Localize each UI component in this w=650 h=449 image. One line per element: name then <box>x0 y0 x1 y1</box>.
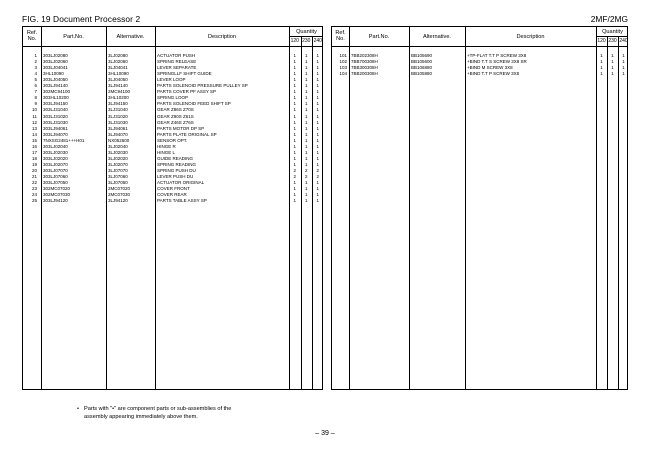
qty-120: 1 <box>293 149 296 155</box>
qty-240: 1 <box>316 53 319 58</box>
qty-120: 2 <box>293 167 296 173</box>
qty-120: 1 <box>293 107 296 113</box>
ref-no-header: Ref. No. <box>335 30 346 42</box>
qty-230: 1 <box>304 83 308 89</box>
part-number: 7NXSG2481+++H01 <box>43 137 85 143</box>
qty-120: 1 <box>293 186 296 192</box>
alternative-number: 2MC07020 <box>108 186 131 192</box>
part-number: 3HL10090 <box>43 71 64 77</box>
part-description: ACTUATOR PUSH <box>157 53 196 58</box>
alternative-number: 3LJ94061 <box>108 125 128 131</box>
qty-230: 1 <box>304 107 308 113</box>
qty-240: 1 <box>316 95 319 101</box>
part-description: SPRING LOOP <box>157 95 189 101</box>
qty-120: 1 <box>293 125 296 131</box>
ref-number: 7 <box>34 89 37 95</box>
part-number: 302MC07020 <box>43 186 71 192</box>
part-no-header: Part.No. <box>63 34 84 40</box>
part-number: 303LJ07060 <box>43 174 68 179</box>
description-header: Description <box>208 34 236 40</box>
qty-230: 1 <box>304 113 308 119</box>
alternative-number: 3HL10090 <box>108 71 129 77</box>
part-number: 303LJ04050 <box>43 77 68 83</box>
alternative-number: 3LJ94140 <box>108 83 128 89</box>
ref-number: 13 <box>31 125 37 131</box>
qty-230: 1 <box>611 59 614 65</box>
part-description: SPRING PUSH DU <box>157 167 196 173</box>
part-description: PARTS SOLENOID PRESSURE PULLEY SP <box>157 83 248 89</box>
qty-240: 1 <box>316 161 319 167</box>
part-number: 303LJ02060 <box>43 59 68 65</box>
qty-240: 1 <box>316 198 319 204</box>
qty-120: 1 <box>293 77 296 83</box>
qty-240: 1 <box>316 59 319 65</box>
alternative-number: BB105880 <box>411 71 433 77</box>
qty-240: 1 <box>316 119 319 125</box>
qty-230: 1 <box>304 71 308 77</box>
part-description: PARTS PLATE ORIGINAL SP <box>157 131 217 137</box>
part-description: PARTS COVER PF ASSY SP <box>157 89 217 95</box>
footnote <box>77 405 304 421</box>
alternative-number: 3LJ94070 <box>108 131 128 137</box>
alternative-number: BB105600 <box>411 59 433 65</box>
part-description: SPRING READING <box>157 161 197 167</box>
ref-number: 20 <box>31 167 37 173</box>
qty-240: 1 <box>316 149 319 155</box>
footnote-line: Parts with "•" are component parts or sub-assemblies of the <box>84 406 232 412</box>
alternative-number: 3LJ07070 <box>108 167 128 173</box>
qty-120: 1 <box>293 113 296 119</box>
part-description: LEVER PUSH DU <box>157 174 194 179</box>
table-row <box>332 71 627 77</box>
qty-240-header: 240 <box>313 38 322 44</box>
part-number: 7BB700308H <box>351 59 378 65</box>
part-description: PARTS TABLE ASSY SP <box>157 198 207 204</box>
qty-120: 1 <box>600 65 603 71</box>
qty-120: 1 <box>293 101 296 107</box>
qty-120: 1 <box>293 119 296 125</box>
alternative-number: BB106880 <box>411 65 433 71</box>
qty-240: 1 <box>316 125 319 131</box>
ref-number: 17 <box>31 149 37 155</box>
alternative-number: 3LJ94150 <box>108 101 128 107</box>
alternative-header: Alternative. <box>116 34 145 40</box>
qty-230: 1 <box>304 77 308 83</box>
qty-230: 1 <box>304 59 308 65</box>
qty-230-header: 230 <box>302 38 311 44</box>
ref-number: 15 <box>31 137 37 143</box>
qty-240: 1 <box>316 155 319 161</box>
qty-120: 1 <box>293 71 296 77</box>
qty-120: 1 <box>293 192 296 198</box>
part-number: 7BB300308H <box>351 65 378 71</box>
qty-230: 1 <box>304 53 308 58</box>
alternative-number: 3LJ31030 <box>108 119 128 125</box>
qty-230: 1 <box>611 71 614 77</box>
qty-120: 1 <box>600 59 603 65</box>
ref-number: 4 <box>34 71 37 77</box>
qty-120: 1 <box>600 53 603 58</box>
qty-120: 1 <box>293 95 296 101</box>
alternative-number: 3LJ02060 <box>108 59 128 65</box>
part-number: 302MC07030 <box>43 192 71 198</box>
alternative-number: 3LJ07060 <box>108 174 128 179</box>
qty-230: 1 <box>611 65 614 71</box>
part-number: 303LJ07070 <box>43 167 68 173</box>
qty-240: 2 <box>316 174 319 179</box>
ref-number: 21 <box>31 174 37 179</box>
alternative-number: 3HL10200 <box>108 95 129 101</box>
qty-120: 1 <box>293 53 296 58</box>
part-number: 303LJ02070 <box>43 161 68 167</box>
model-code: 2MF/2MG <box>590 14 628 24</box>
ref-number: 12 <box>31 119 37 125</box>
part-number: 302MC94100 <box>43 89 71 95</box>
ref-number: 2 <box>34 59 37 65</box>
qty-240: 1 <box>316 192 319 198</box>
alternative-number: 3LJ02040 <box>108 143 128 149</box>
qty-120: 1 <box>293 83 296 89</box>
ref-number: 102 <box>339 59 347 65</box>
qty-240: 1 <box>316 113 319 119</box>
qty-230: 1 <box>304 119 308 125</box>
ref-number: 104 <box>339 71 347 77</box>
ref-number: 3 <box>34 65 37 71</box>
qty-230: 1 <box>304 89 308 95</box>
part-number: 303LJ94140 <box>43 83 68 89</box>
qty-240: 1 <box>316 77 319 83</box>
qty-230: 1 <box>304 131 308 137</box>
page-number: – 39 – <box>315 430 335 437</box>
qty-230: 1 <box>304 101 308 107</box>
ref-number: 23 <box>31 186 37 192</box>
part-description: PARTS SOLENOID FEED SHIFT SP <box>157 101 231 107</box>
alternative-number: 3LJ04041 <box>108 65 128 71</box>
ref-number: 5 <box>34 77 37 83</box>
qty-230: 1 <box>304 149 308 155</box>
quantity-header: Quantity <box>296 29 317 35</box>
qty-230: 1 <box>304 198 308 204</box>
ref-number: 16 <box>31 143 37 149</box>
part-number: 7BB200308H <box>351 71 378 77</box>
part-description: +TP-FLAT T.T P SCREW 3X8 <box>467 53 527 58</box>
ref-no-header: Ref. No. <box>26 30 38 42</box>
part-number: 303LJ94070 <box>43 131 68 137</box>
alternative-number: 3LJ31040 <box>108 107 128 113</box>
qty-120: 1 <box>293 131 296 137</box>
qty-120: 1 <box>293 180 296 186</box>
alternative-number: 3LJ04050 <box>108 77 128 83</box>
part-description: +BIND T.T P SCREW 3X8 <box>467 71 520 77</box>
table-row <box>23 198 322 204</box>
qty-120-header: 120 <box>597 38 606 44</box>
qty-230: 1 <box>304 180 308 186</box>
qty-120: 1 <box>293 89 296 95</box>
ref-number: 6 <box>34 83 37 89</box>
part-description: PARTS MOTOR DP SP <box>157 125 205 131</box>
part-description: SPRING RELEASE <box>157 59 197 65</box>
part-description: LEVER LOOP <box>157 77 186 83</box>
part-number: 303LJ94150 <box>43 101 68 107</box>
ref-number: 8 <box>34 95 37 101</box>
ref-number: 25 <box>31 198 37 204</box>
part-description: +BIND M SCREW 3X8 <box>467 65 513 71</box>
part-description: COVER FRONT <box>157 186 190 192</box>
alternative-number: 3LJ02080 <box>108 53 128 58</box>
qty-240: 1 <box>622 53 625 58</box>
parts-table-left <box>22 26 323 390</box>
qty-120: 1 <box>293 161 296 167</box>
ref-number: 11 <box>32 113 37 119</box>
qty-230: 1 <box>304 95 308 101</box>
ref-number: 101 <box>339 53 347 58</box>
alternative-number: 3LJ02030 <box>108 149 128 155</box>
qty-230: 1 <box>304 143 308 149</box>
part-number: 303LJ02020 <box>43 155 68 161</box>
part-number: 303LJ02080 <box>43 53 68 58</box>
alternative-header: Alternative. <box>423 34 451 40</box>
part-number: 303LJ31040 <box>43 107 68 113</box>
part-description: GEAR Z90S Z61S <box>157 113 194 119</box>
alternative-number: 2MC94100 <box>108 89 131 95</box>
qty-120: 1 <box>293 59 296 65</box>
parts-table-right <box>331 26 628 390</box>
ref-number: 9 <box>34 101 37 107</box>
part-number: 303LJ94120 <box>43 198 68 204</box>
part-number: 303LJ04041 <box>43 65 68 71</box>
part-number: 303LJ02040 <box>43 143 68 149</box>
qty-230: 1 <box>304 155 308 161</box>
qty-230: 1 <box>304 186 308 192</box>
part-description: GEAR Z46S Z76S <box>157 119 194 125</box>
ref-number: 10 <box>31 107 37 113</box>
qty-240: 1 <box>316 65 319 71</box>
alternative-number: 3LJ02070 <box>108 161 128 167</box>
qty-240: 1 <box>316 71 319 77</box>
qty-230: 2 <box>304 167 308 173</box>
qty-240-header: 240 <box>619 38 628 44</box>
alternative-number: 3LJ31020 <box>108 113 128 119</box>
qty-230: 1 <box>304 192 308 198</box>
qty-230: 1 <box>304 137 308 143</box>
part-number: 303LJ07050 <box>43 180 68 186</box>
qty-240: 1 <box>316 137 319 143</box>
part-description: HINGE R <box>157 143 176 149</box>
footnote-bullet: • <box>77 406 79 412</box>
part-description: ACTUATOR ORIGINAL <box>157 180 205 186</box>
alternative-number: BB105690 <box>411 53 433 58</box>
quantity-header: Quantity <box>602 29 623 35</box>
ref-number: 19 <box>31 161 37 167</box>
footnote-line: assembly appearing immediately above them. <box>84 414 198 420</box>
qty-240: 1 <box>316 83 319 89</box>
part-description: GEAR Z86S Z70S <box>157 107 194 113</box>
alternative-number: 3LJ94120 <box>108 198 128 204</box>
qty-240: 1 <box>316 186 319 192</box>
part-number: 303LJ31020 <box>43 113 68 119</box>
qty-240: 1 <box>316 131 319 137</box>
qty-230-header: 230 <box>608 38 617 44</box>
part-description: SPRINGLLF SHIFT GUIDE <box>157 71 212 77</box>
part-no-header: Part.No. <box>368 34 390 40</box>
ref-number: 18 <box>31 155 37 161</box>
page-header <box>22 14 628 26</box>
ref-number: 22 <box>31 180 37 186</box>
qty-120: 1 <box>293 65 296 71</box>
qty-120: 1 <box>293 143 296 149</box>
part-number: 303LJ02030 <box>43 149 68 155</box>
alternative-number: 3LJ02020 <box>108 155 128 161</box>
qty-230: 1 <box>304 65 308 71</box>
ref-number: 103 <box>339 65 347 71</box>
ref-number: 1 <box>34 53 37 58</box>
part-number: 303HL10200 <box>43 95 69 101</box>
qty-120-header: 120 <box>290 38 299 44</box>
qty-240: 1 <box>316 101 319 107</box>
qty-240: 1 <box>316 107 319 113</box>
part-description: GUIDE READING <box>157 155 194 161</box>
qty-230: 1 <box>304 125 308 131</box>
qty-240: 1 <box>622 71 625 77</box>
part-number: 303LJ94061 <box>43 125 68 131</box>
qty-120: 1 <box>293 155 296 161</box>
part-description: SENSOR OPT. <box>157 137 188 143</box>
qty-240: 1 <box>316 180 319 186</box>
figure-title: FIG. 19 Document Processor 2 <box>22 14 141 24</box>
qty-240: 1 <box>622 59 625 65</box>
part-description: HINGE L <box>157 149 176 155</box>
qty-240: 1 <box>316 143 319 149</box>
alternative-number: 2MC07030 <box>108 192 131 198</box>
qty-120: 1 <box>293 137 296 143</box>
alternative-number: 3LJ07050 <box>108 180 128 186</box>
qty-120: 1 <box>293 198 296 204</box>
qty-230: 1 <box>611 53 614 58</box>
description-header: Description <box>516 34 545 40</box>
qty-120: 1 <box>600 71 603 77</box>
qty-240: 1 <box>622 65 625 71</box>
ref-number: 24 <box>31 192 37 198</box>
qty-240: 1 <box>316 89 319 95</box>
qty-230: 2 <box>304 174 308 179</box>
qty-240: 2 <box>316 167 319 173</box>
qty-230: 1 <box>304 161 308 167</box>
part-description: LEVER SEPARATE <box>157 65 197 71</box>
part-number: 7BB202308H <box>351 53 378 58</box>
qty-120: 2 <box>293 174 296 179</box>
alternative-number: NX052600 <box>108 137 130 143</box>
part-number: 303LJ31030 <box>43 119 68 125</box>
part-description: COVER REAR <box>157 192 187 198</box>
part-description: +BIND T.T S SCREW 3X8 SR <box>467 59 527 65</box>
ref-number: 14 <box>31 131 37 137</box>
